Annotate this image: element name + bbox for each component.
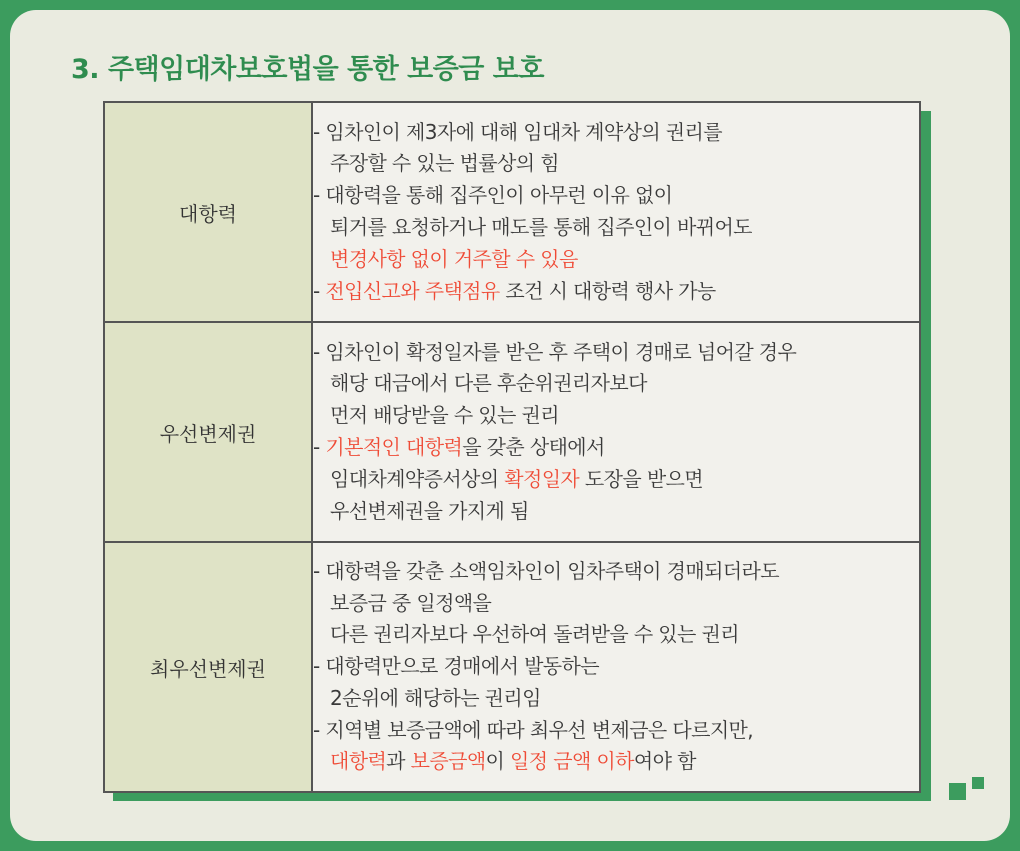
description-line: [313, 715, 919, 747]
bullet-dash: -: [313, 119, 326, 144]
row-description-cell: [312, 322, 920, 542]
description-line: [313, 400, 919, 432]
line-text: 주장할 수 있는 법률상의 힘: [330, 151, 559, 176]
info-table: [103, 101, 921, 793]
highlighted-text: 변경사항 없이 거주할 수 있음: [330, 246, 578, 271]
description-line: [313, 337, 919, 369]
line-text: 임차인이 확정일자를 받은 후 주택이 경매로 넘어갈 경우: [325, 339, 797, 364]
description-line: [313, 244, 919, 276]
description-line: [313, 651, 919, 683]
line-text: 다른 권리자보다 우선하여 돌려받을 수 있는 권리: [330, 622, 739, 647]
description-line: [313, 212, 919, 244]
table-row: [104, 542, 920, 792]
description-line: [313, 432, 919, 464]
bullet-dash: -: [313, 183, 326, 208]
row-label: 대항력: [179, 201, 237, 226]
page-title: 3. 주택임대차보호법을 통한 보증금 보호: [71, 54, 544, 85]
description-line: [313, 117, 919, 149]
highlighted-text: 확정일자: [504, 466, 580, 491]
row-label-cell: [104, 102, 312, 322]
highlighted-text: 일정 금액 이하: [510, 749, 634, 774]
description-line: [313, 180, 919, 212]
description-line: [313, 588, 919, 620]
description-line: [313, 464, 919, 496]
line-text: 2순위에 해당하는 권리임: [330, 685, 541, 710]
line-text: 대항력을 갖춘 소액임차인이 임차주택이 경매되더라도: [325, 558, 779, 583]
line-text: 퇴거를 요청하거나 매도를 통해 집주인이 바뀌어도: [330, 215, 752, 239]
corner-square-decoration: [972, 777, 984, 789]
line-text: 여야 함: [633, 749, 696, 774]
table-row: [104, 102, 920, 322]
row-label-cell: [104, 322, 312, 542]
bullet-dash: -: [313, 435, 326, 459]
table-row: [104, 322, 920, 542]
line-text: 조건 시 대항력 행사 가능: [499, 278, 716, 303]
bullet-dash: -: [313, 654, 326, 679]
description-line: [313, 148, 919, 180]
line-text: 이: [485, 749, 511, 774]
description-line: [313, 556, 919, 588]
line-text: 먼저 배당받을 수 있는 권리: [330, 403, 559, 428]
description-line: [313, 619, 919, 651]
line-text: 우선변제권을 가지게 됨: [330, 498, 529, 523]
line-text: 도장을 받으면: [579, 466, 703, 491]
row-label: 최우선변제권: [150, 656, 266, 681]
line-text: 을 갖춘 상태에서: [462, 435, 605, 459]
row-description-cell: [312, 102, 920, 322]
line-text: 임대차계약증서상의: [330, 466, 505, 491]
row-label-cell: [104, 542, 312, 792]
description-line: [313, 683, 919, 715]
bullet-dash: -: [313, 339, 326, 364]
row-label: 우선변제권: [159, 421, 257, 446]
line-text: 해당 대금에서 다른 후순위권리자보다: [330, 371, 647, 396]
bullet-dash: -: [313, 558, 326, 583]
description-line: [313, 368, 919, 400]
line-text: 대항력을 통해 집주인이 아무런 이유 없이: [325, 183, 673, 208]
line-text: 임차인이 제3자에 대해 임대차 계약상의 권리를: [325, 119, 722, 144]
bullet-dash: -: [313, 278, 326, 303]
description-line: [313, 496, 919, 528]
line-text: 과: [386, 749, 411, 774]
line-text: 보증금 중 일정액을: [330, 590, 492, 615]
corner-square-decoration: [949, 783, 966, 800]
highlighted-text: 기본적인 대항력: [325, 435, 463, 459]
bullet-dash: -: [313, 717, 326, 742]
line-text: 대항력만으로 경매에서 발동하는: [325, 654, 599, 679]
highlighted-text: 보증금액: [410, 749, 486, 774]
line-text: 지역별 보증금액에 따라 최우선 변제금은 다르지만,: [325, 717, 754, 742]
row-description-cell: [312, 542, 920, 792]
highlighted-text: 대항력: [330, 749, 387, 774]
highlighted-text: 전입신고와 주택점유: [325, 278, 500, 303]
description-line: [313, 276, 919, 308]
description-line: [313, 746, 919, 778]
